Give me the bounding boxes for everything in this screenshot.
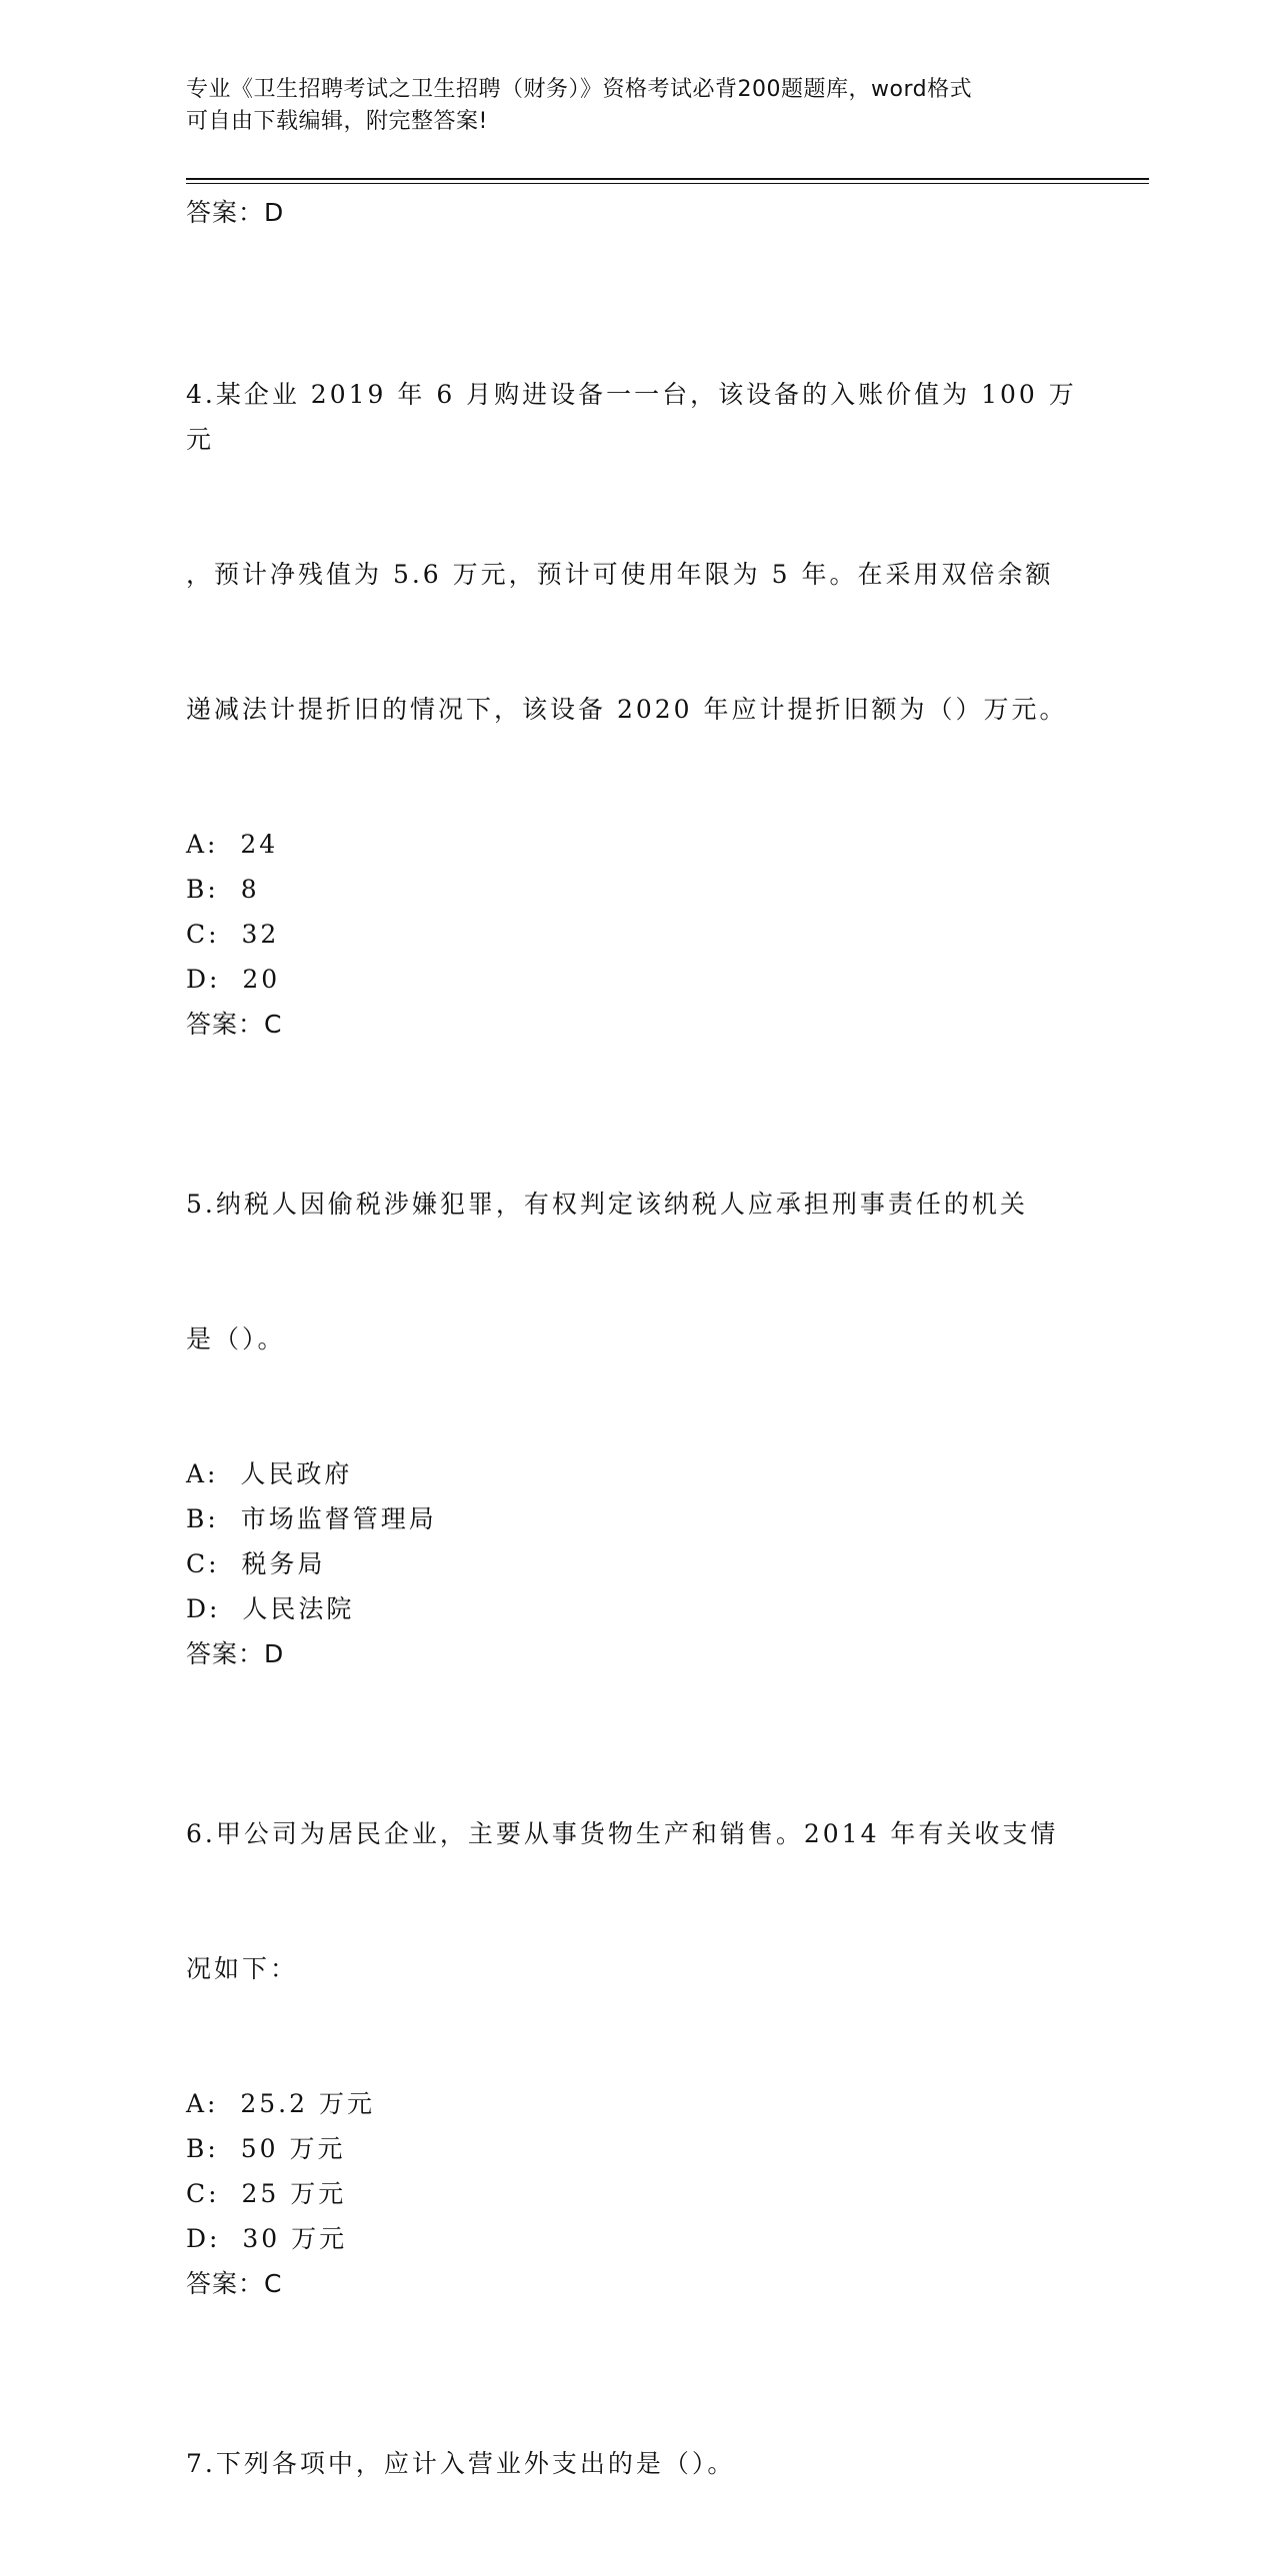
answer-label: 答案：D <box>186 198 285 227</box>
option-a: A: 人民政府 <box>186 1459 353 1488</box>
answer-label: 答案：D <box>186 1639 285 1668</box>
question-text <box>186 2351 1086 2576</box>
question-line: 5.纳税人因偷税涉嫌犯罪，有权判定该纳税人应承担刑事责任的机关 <box>186 1190 1028 1219</box>
option-d: D: 30 万元 <box>186 2224 348 2253</box>
option-c: C: 32 <box>186 920 280 949</box>
document-header <box>186 74 1086 138</box>
question-block <box>186 282 1086 1048</box>
answer-label: 答案：C <box>186 2269 283 2298</box>
question-line: ，预计净残值为 5.6 万元，预计可使用年限为 5 年。在采用双倍余额 <box>186 560 1054 589</box>
header-rule-thick <box>186 178 1149 180</box>
answer-label: 答案：C <box>186 1010 283 1039</box>
question-line: 6.甲公司为居民企业，主要从事货物生产和销售。2014 年有关收支情 <box>186 1819 1059 1848</box>
option-c: C: 25 万元 <box>186 2179 347 2208</box>
question-block <box>186 1092 1086 1677</box>
header-line-2: 可自由下载编辑，附完整答案! <box>186 109 488 134</box>
spacer <box>186 238 1086 282</box>
question-line: 4.某企业 2019 年 6 月购进设备一一台，该设备的入账价值为 100 万元 <box>186 380 1077 454</box>
document-body <box>186 188 1086 2576</box>
option-b: B: 市场监督管理局 <box>186 1504 437 1533</box>
question-text <box>186 1092 1086 1451</box>
question-block <box>186 1721 1086 2307</box>
option-d: D: 人民法院 <box>186 1594 355 1623</box>
question-line: 7.下列各项中，应计入营业外支出的是（）。 <box>186 2449 736 2478</box>
option-b: B: 50 万元 <box>186 2134 346 2163</box>
spacer <box>186 2307 1086 2351</box>
spacer <box>186 1048 1086 1092</box>
option-b: B: 8 <box>186 875 260 904</box>
option-a: A: 24 <box>186 830 279 859</box>
question-text <box>186 1721 1086 2081</box>
spacer <box>186 1677 1086 1721</box>
question-line: 递减法计提折旧的情况下，该设备 2020 年应计提折旧额为（）万元。 <box>186 695 1068 724</box>
question-line: 是（）。 <box>186 1324 286 1353</box>
header-rule-thin <box>186 183 1149 184</box>
option-c: C: 税务局 <box>186 1549 326 1578</box>
question-text <box>186 282 1086 822</box>
question-block <box>186 2351 1086 2576</box>
header-line-1: 专业《卫生招聘考试之卫生招聘（财务）》资格考试必背200题题库，word格式 <box>186 77 973 102</box>
question-line: 况如下： <box>186 1954 299 1983</box>
option-d: D: 20 <box>186 965 281 994</box>
option-a: A: 25.2 万元 <box>186 2089 375 2118</box>
